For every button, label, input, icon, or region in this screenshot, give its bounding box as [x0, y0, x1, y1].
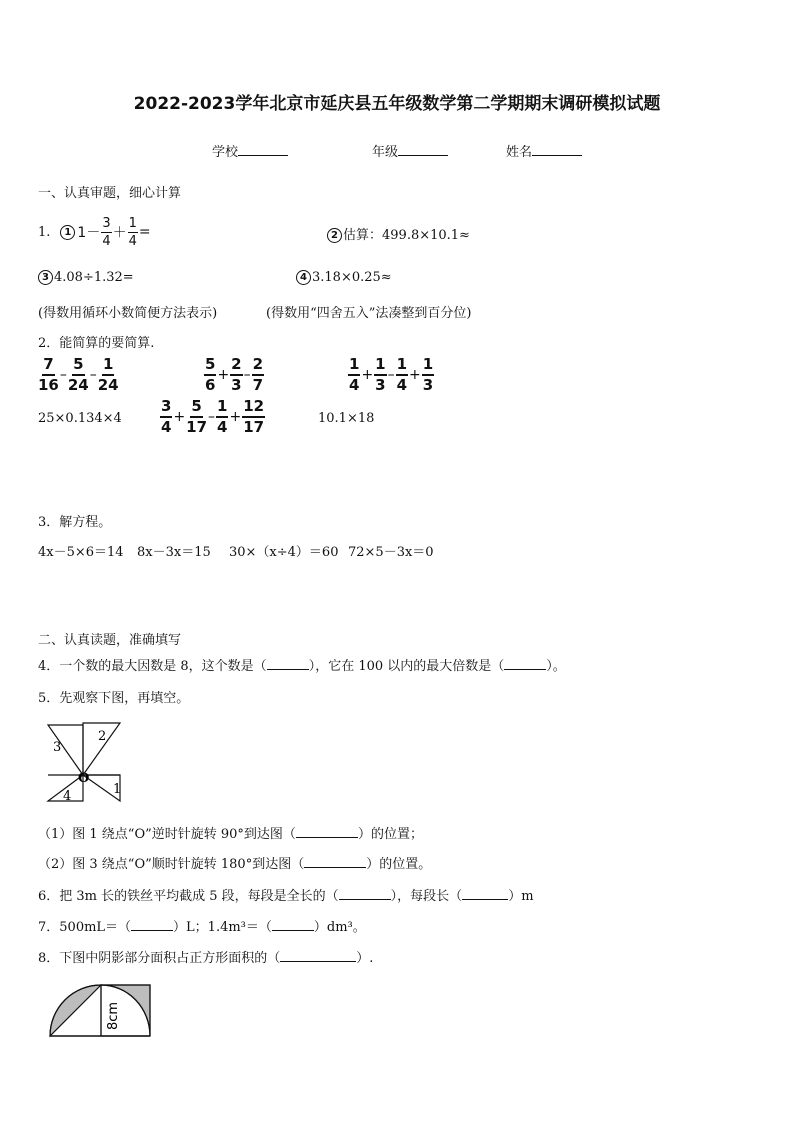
q8-blank[interactable]	[280, 949, 356, 962]
q8	[38, 947, 373, 966]
fraction: $\frac{7}{16}$	[38, 355, 59, 394]
q5-sub-2-text-b: ）的位置。	[366, 857, 432, 872]
q7-text-c: ）dm³。	[313, 920, 366, 935]
q4-text-c: ）。	[546, 659, 566, 674]
fraction: $\frac{1}{3}$	[375, 355, 386, 394]
fraction: $\frac{2}{7}$	[252, 355, 264, 394]
q7-text-b: ）L；1.4m³＝（	[173, 920, 272, 935]
q1a-equals: =	[138, 224, 151, 240]
fraction: $\frac{1}{24}$	[97, 355, 119, 394]
q2-expression-6: 10.1×18	[318, 411, 375, 426]
q2-expression-4: 25×0.134×4	[38, 411, 122, 426]
operator: –	[89, 367, 97, 383]
q3-label: 3．解方程。	[38, 515, 112, 530]
grade-label: 年级	[372, 145, 399, 160]
pinwheel-figure	[44, 721, 126, 805]
operator: +	[173, 409, 186, 425]
q3-equation-3: 30×（x÷4）＝60	[229, 545, 339, 560]
operator: –	[208, 409, 216, 425]
q2-expression-5	[160, 399, 265, 435]
q8-text-a: 8．下图中阴影部分面积占正方形面积的（	[38, 951, 281, 966]
operator: +	[409, 367, 421, 383]
grade-blank[interactable]	[398, 143, 448, 156]
q1c-note: (得数用循环小数简便方法表示)	[38, 306, 218, 321]
q1-part-a	[38, 213, 152, 251]
q7-blank-1[interactable]	[131, 918, 173, 931]
figure-label-2: 2	[98, 729, 107, 744]
page-title: 2022-2023学年北京市延庆县五年级数学第二学期期末调研模拟试题	[133, 94, 661, 114]
q5-sub-1	[38, 823, 423, 842]
q4	[38, 655, 566, 674]
q1a-circle-number: 1	[60, 225, 75, 240]
q1d-note: (得数用“四舍五入”法凑整到百分位)	[266, 306, 472, 321]
q2-expression-1	[38, 357, 119, 393]
section-2-heading: 二、认真读题，准确填写	[38, 633, 182, 648]
fraction: $\frac{1}{4}$	[217, 397, 228, 436]
q5-label: 5．先观察下图，再填空。	[38, 691, 190, 706]
q1c-text: 4.08÷1.32=	[54, 270, 134, 285]
name-label: 姓名	[506, 145, 533, 160]
q1c-circle-number: 3	[38, 270, 53, 285]
shaded-square-figure	[46, 983, 154, 1039]
section-1-heading: 一、认真审题，细心计算	[38, 186, 182, 201]
fraction: $\frac{12}{17}$	[243, 397, 265, 436]
q4-blank-1[interactable]	[267, 657, 309, 670]
q6	[38, 885, 534, 904]
operator: –	[243, 367, 251, 383]
q8-text-b: ）.	[356, 951, 374, 966]
school-field	[212, 141, 288, 160]
q1a-fraction-2: $\frac{1}{4}$	[128, 215, 137, 249]
fraction: $\frac{1}{4}$	[349, 355, 360, 394]
name-blank[interactable]	[532, 143, 582, 156]
q5-sub-2	[38, 853, 431, 872]
q1-part-c	[38, 270, 134, 285]
q6-blank-2[interactable]	[462, 887, 508, 900]
q1-number: 1.	[38, 224, 51, 240]
fraction: $\frac{1}{4}$	[396, 355, 408, 394]
q3-equation-4: 72×5－3x＝0	[348, 545, 434, 560]
fraction: $\frac{2}{3}$	[231, 355, 242, 394]
figure-label-center-o: O	[78, 771, 90, 786]
q1b-text: 估算：499.8×10.1≈	[343, 228, 470, 243]
q2-label: 2．能简算的要简算.	[38, 336, 155, 351]
q1a-prefix: 1－	[77, 225, 101, 241]
q1d-circle-number: 4	[296, 270, 311, 285]
q3-equation-2: 8x－3x＝15	[137, 545, 211, 560]
q1-part-d	[296, 270, 392, 285]
q5-sub-1-text-a: （1）图 1 绕点“O”逆时针旋转 90°到达图（	[38, 827, 296, 842]
q1a-fraction-1: $\frac{3}{4}$	[102, 215, 111, 249]
q7-text-a: 7．500mL＝（	[38, 920, 132, 935]
name-field	[506, 141, 582, 160]
q5-sub-2-blank[interactable]	[304, 855, 366, 868]
dimension-label-8cm: 8cm	[106, 1001, 121, 1030]
q7-blank-2[interactable]	[272, 918, 314, 931]
operator: +	[361, 367, 374, 383]
q1-part-b	[327, 224, 470, 243]
fraction: $\frac{1}{3}$	[422, 355, 434, 394]
operator: –	[387, 367, 395, 383]
q6-text-c: ）m	[508, 889, 534, 904]
q4-text-a: 4．一个数的最大因数是 8，这个数是（	[38, 659, 267, 674]
school-blank[interactable]	[238, 143, 288, 156]
q3-equation-1: 4x－5×6＝14	[38, 545, 124, 560]
grade-field	[372, 141, 448, 160]
fraction: $\frac{3}{4}$	[161, 397, 172, 436]
q1b-circle-number: 2	[327, 228, 342, 243]
operator: –	[59, 367, 67, 383]
q5-sub-1-text-b: ）的位置；	[357, 827, 423, 842]
q1d-text: 3.18×0.25≈	[312, 270, 392, 285]
fraction: $\frac{5}{6}$	[205, 355, 216, 394]
q2-expression-3	[348, 357, 434, 393]
q5-sub-1-blank[interactable]	[296, 825, 358, 838]
q2-expression-2	[204, 357, 264, 393]
fraction: $\frac{5}{24}$	[67, 355, 89, 394]
figure-label-3: 3	[53, 740, 62, 755]
figure-label-1: 1	[113, 782, 122, 797]
q6-text-b: ），每段长（	[390, 889, 463, 904]
fraction: $\frac{5}{17}$	[186, 397, 208, 436]
operator: +	[229, 409, 242, 425]
q6-text-a: 6．把 3m 长的铁丝平均截成 5 段，每段是全长的（	[38, 889, 339, 904]
q6-blank-1[interactable]	[339, 887, 391, 900]
q5-sub-2-text-a: （2）图 3 绕点“O”顺时针旋转 180°到达图（	[38, 857, 305, 872]
figure-label-4: 4	[63, 789, 72, 804]
q4-text-b: ），它在 100 以内的最大倍数是（	[308, 659, 505, 674]
q4-blank-2[interactable]	[504, 657, 546, 670]
q1a-plus: ＋	[112, 225, 127, 241]
q7	[38, 916, 366, 935]
school-label: 学校	[212, 145, 239, 160]
operator: +	[217, 367, 230, 383]
